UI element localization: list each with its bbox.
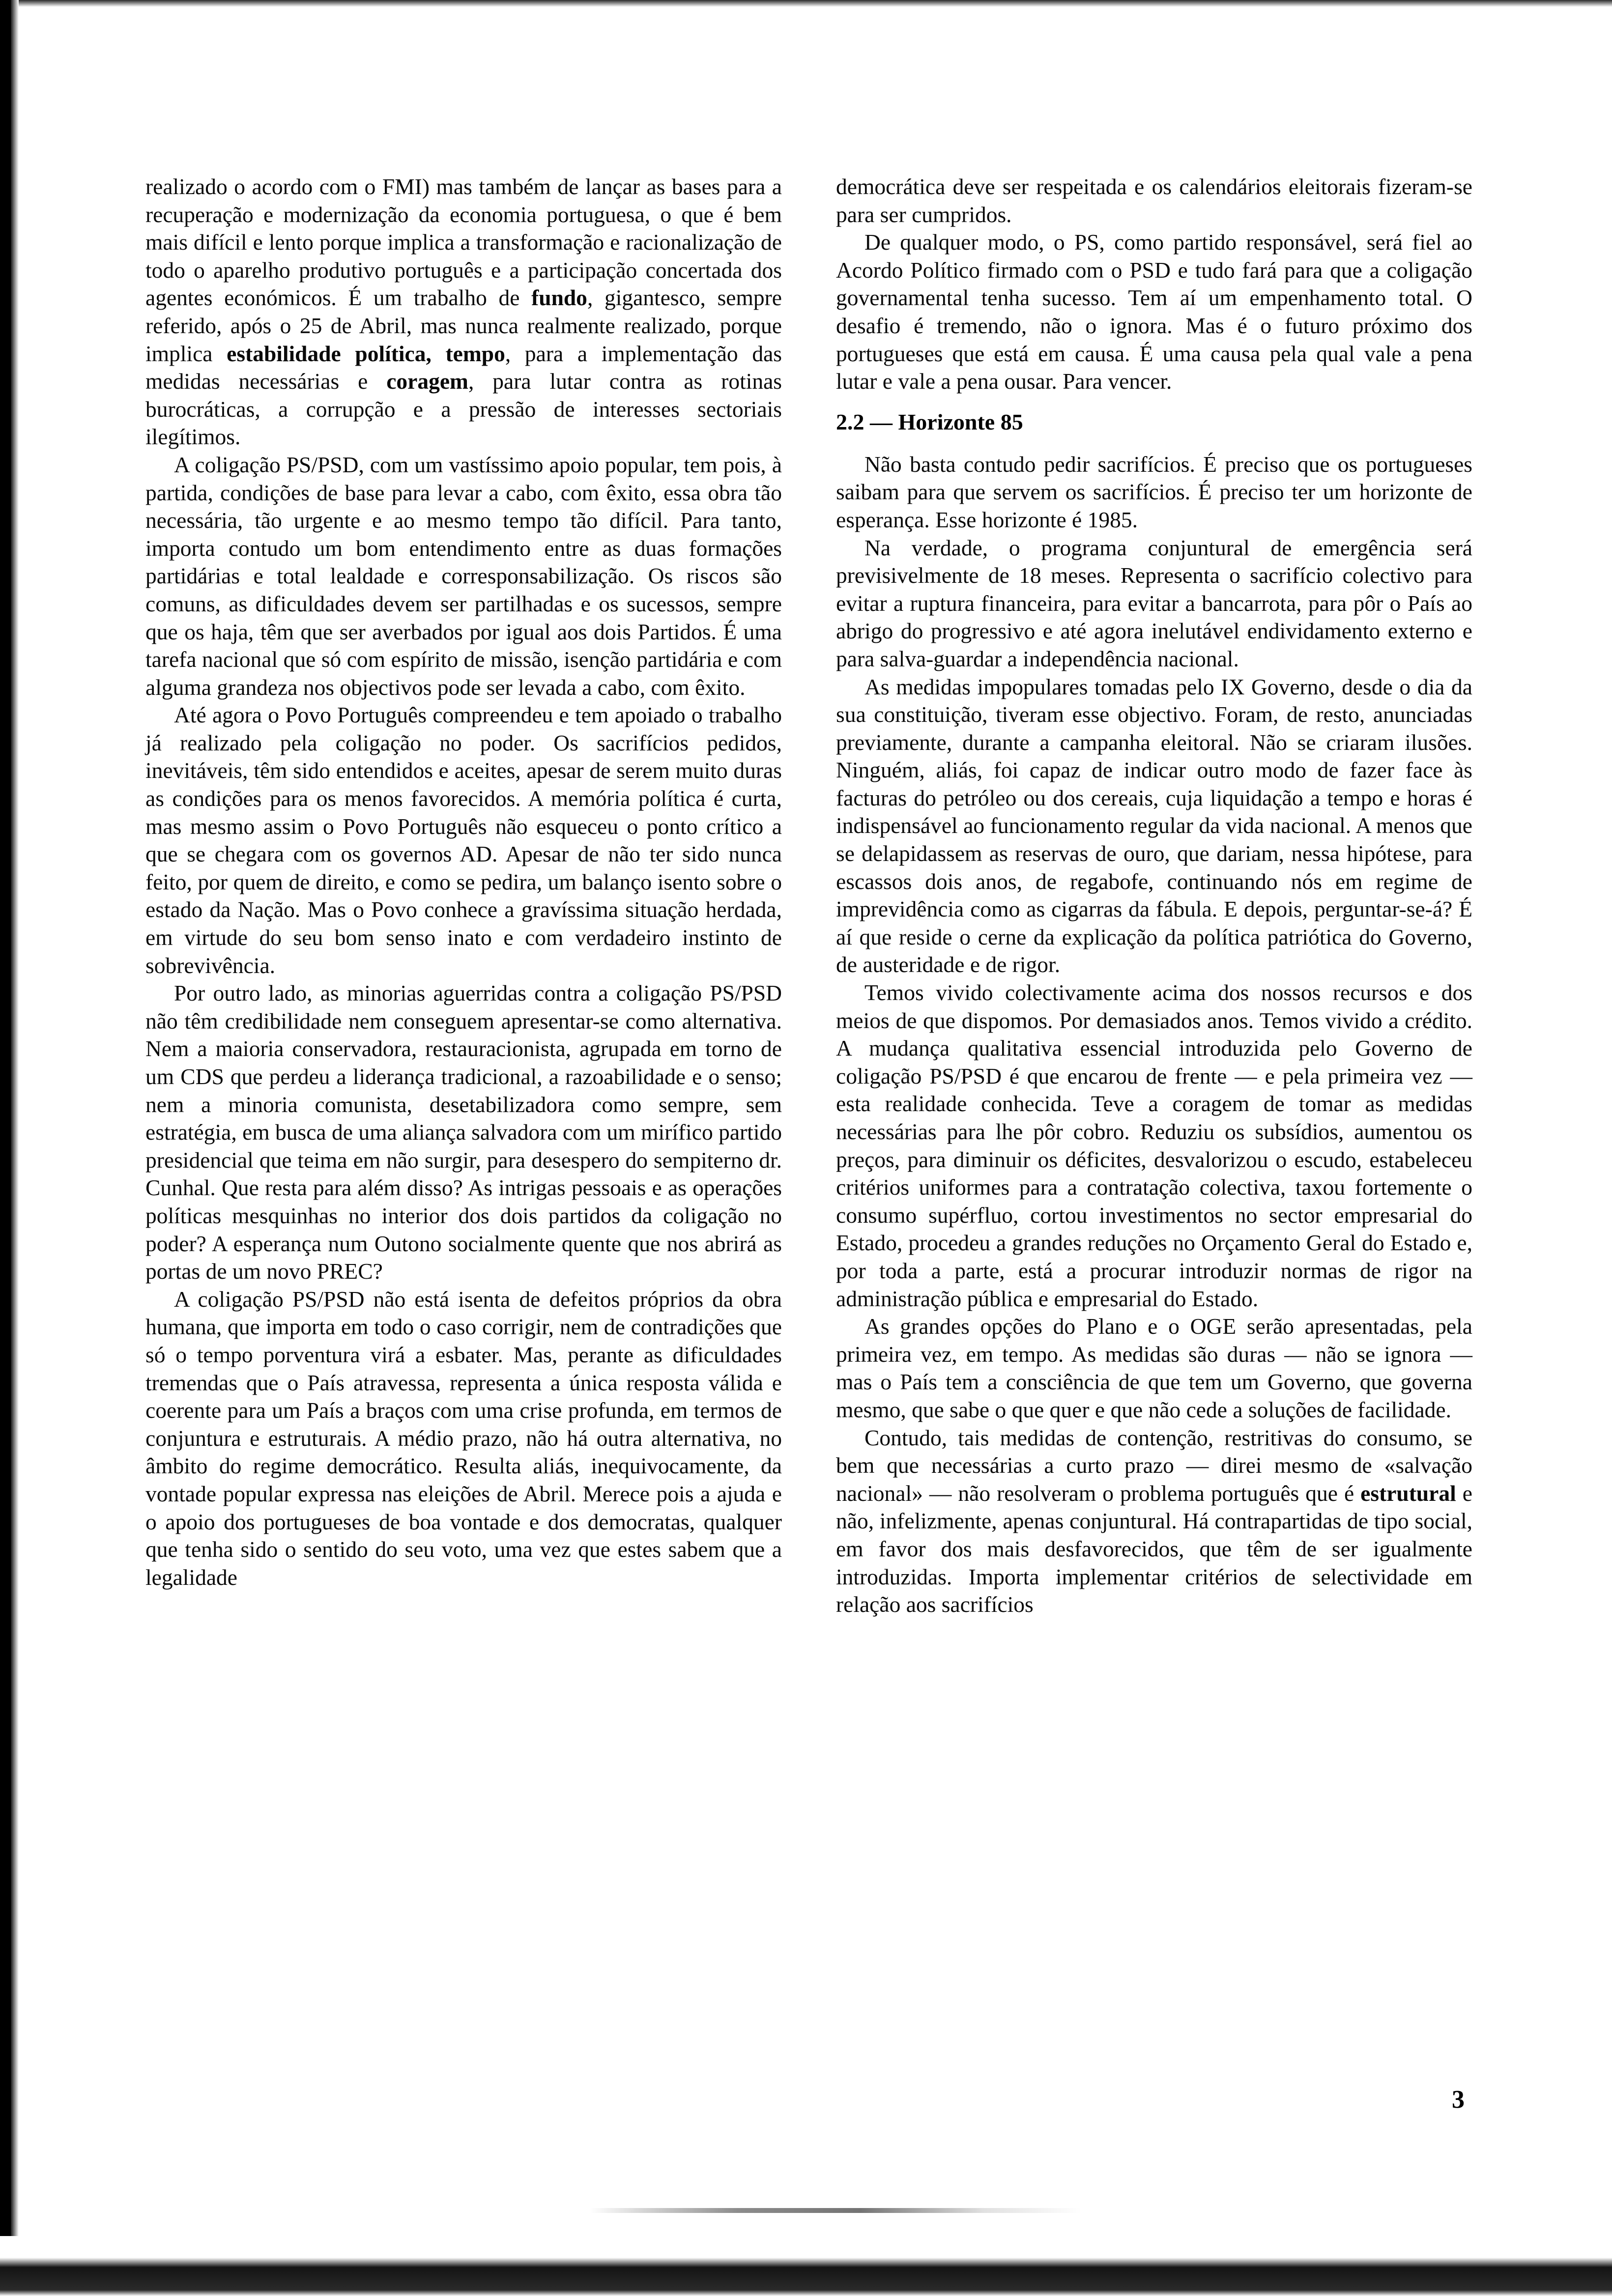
paragraph: Na verdade, o programa conjuntural de emergência será previsivelmente de 18 meses. Representa o sacrifício colectivo para evitar a ruptura financeira, para evitar a bancarrota, para pôr o País ao abrigo do progressivo e até agora inelutável endividamento externo e para salva-guardar a independência nacional. <box>836 535 1472 671</box>
paragraph: Contudo, tais medidas de contenção, restritivas do consumo, se bem que necessárias a curto prazo — direi mesmo de «salvação nacional» — não resolveram o problema português que é estrutural e não, infelizmente, apenas conjuntural. Há contrapartidas de tipo social, em favor dos mais desfavorecidos, que têm de ser igualmente introduzidas. Importa implementar critérios de selectividade em relação aos sacrifícios <box>836 1425 1472 1617</box>
paragraph: Até agora o Povo Português compreendeu e tem apoiado o trabalho já realizado pela coligação no poder. Os sacrifícios pedidos, inevitáveis, têm sido entendidos e aceites, apesar de serem muito duras as condições para os menos favorecidos. A memória política é curta, mas mesmo assim o Povo Português não esqueceu o ponto crítico a que se chegara com os governos AD. Apesar de não ter sido nunca feito, por quem de direito, e como se pedira, um balanço isento sobre o estado da Nação. Mas o Povo conhece a gravíssima situação herdada, em virtude do seu bom senso inato e com verdadeiro instinto de sobrevivência. <box>145 702 782 978</box>
emphasized-text: estrutural <box>1360 1480 1456 1506</box>
paragraph: realizado o acordo com o FMI) mas também de lançar as bases para a recuperação e modernização da economia portuguesa, o que é bem mais difícil e lento porque implica a transformação e racionalização de todo o aparelho produtivo português e a participação concertada dos agentes económicos. É um trabalho de fundo, gigantesco, sempre referido, após o 25 de Abril, mas nunca realmente realizado, porque implica estabilidade política, tempo, para a implementação das medidas necessárias e coragem, para lutar contra as rotinas burocráticas, a corrupção e a pressão de interesses sectoriais ilegítimos. <box>145 174 782 450</box>
paragraph: Temos vivido colectivamente acima dos nossos recursos e dos meios de que dispomos. Por demasiados anos. Temos vivido a crédito. A mudança qualitativa essencial introduzida pelo Governo de coligação PS/PSD é que encarou de frente — e pela primeira vez — esta realidade conhecida. Teve a coragem de tomar as medidas necessárias para lhe pôr cobro. Reduziu os subsídios, aumentou os preços, para diminuir os déficites, desvalorizou o escudo, estabeleceu critérios uniformes para a contratação colectiva, taxou fortemente o consumo supérfluo, cortou investimentos no sector empresarial do Estado, procedeu a grandes reduções no Orçamento Geral do Estado e, por toda a parte, está a procurar introduzir normas de rigor na administração pública e empresarial do Estado. <box>836 980 1472 1311</box>
paragraph: De qualquer modo, o PS, como partido responsável, será fiel ao Acordo Político firmado com o PSD e tudo fará para que a coligação governamental tenha sucesso. Tem aí um empenhamento total. O desafio é tremendo, não o ignora. Mas é o futuro próximo dos portugueses que está em causa. É uma causa pela qual vale a pena lutar e vale a pena ousar. Para vencer. <box>836 230 1472 394</box>
paragraph: Por outro lado, as minorias aguerridas contra a coligação PS/PSD não têm credibilidade nem conseguem apresentar-se como alternativa. Nem a maioria conservadora, restauracionista, agrupada em torno de um CDS que perdeu a liderança tradicional, a razoabilidade e o senso; nem a minoria comunista, desetabilizadora como sempre, sem estratégia, em busca de uma aliança salvadora com um mirífico partido presidencial que teima em não surgir, para desespero do sempiterno dr. Cunhal. Que resta para além disso? As intrigas pessoais e as operações políticas mesquinhas no interior dos dois partidos da coligação no poder? A esperança num Outono socialmente quente que nos abrirá as portas de um novo PREC? <box>145 980 782 1284</box>
scan-edge-bottom <box>0 2236 1612 2296</box>
paragraph: Não basta contudo pedir sacrifícios. É preciso que os portugueses saibam para que servem os sacrifícios. É preciso ter um horizonte de esperança. Esse horizonte é 1985. <box>836 451 1472 532</box>
paragraph: As grandes opções do Plano e o OGE serão apresentadas, pela primeira vez, em tempo. As medidas são duras — não se ignora — mas o País tem a consciência de que tem um Governo, que governa mesmo, que sabe o que quer e que não cede a soluções de facilidade. <box>836 1314 1472 1422</box>
paragraph: A coligação PS/PSD não está isenta de defeitos próprios da obra humana, que importa em todo o caso corrigir, nem de contradições que só o tempo porventura virá a esbater. Mas, perante as dificuldades tremendas que o País atravessa, representa a única resposta válida e coerente para um País a braços com uma crise profunda, em termos de conjuntura e estruturais. A médio prazo, não há outra alternativa, no âmbito do regime democrático. Resulta aliás, inequivocamente, da vontade popular expressa nas eleições de Abril. Merece pois a ajuda e o apoio dos portugueses de boa vontade e dos democratas, qualquer que tenha sido o sentido do seu voto, uma vez que estes sabem que a legalidade <box>145 1286 782 1590</box>
two-column-layout <box>145 173 1472 1619</box>
text-column-right <box>836 173 1472 1619</box>
emphasized-text: estabilidade política, tempo <box>227 341 505 366</box>
page-content <box>145 173 1472 1619</box>
page-number: 3 <box>1452 2086 1465 2114</box>
text-column-left <box>145 173 782 1619</box>
paragraph: democrática deve ser respeitada e os calendários eleitorais fizeram-se para ser cumpridos. <box>836 174 1472 227</box>
paragraph: A coligação PS/PSD, com um vastíssimo apoio popular, tem pois, à partida, condições de base para levar a cabo, com êxito, essa obra tão necessária, tão urgente e ao mesmo tempo tão difícil. Para tanto, importa contudo um bom entendimento entre as duas formações partidárias e total lealdade e corresponsabilização. Os riscos são comuns, as dificuldades devem ser partilhadas e os sucessos, sempre que os haja, têm que ser averbados por igual aos dois Partidos. É uma tarefa nacional que só com espírito de missão, isenção partidária e com alguma grandeza nos objectivos pode ser levada a cabo, com êxito. <box>145 452 782 700</box>
emphasized-text: coragem <box>386 369 468 394</box>
section-heading: 2.2 — Horizonte 85 <box>836 409 1023 434</box>
scan-artifact-smudge <box>590 2208 1081 2213</box>
scan-edge-top <box>0 0 1612 7</box>
scan-edge-left-gradient <box>11 0 19 2266</box>
emphasized-text: fundo <box>531 285 587 311</box>
paragraph: As medidas impopulares tomadas pelo IX Governo, desde o dia da sua constituição, tiveram esse objectivo. Foram, de resto, anunciadas previamente, durante a campanha eleitoral. Não se criaram ilusões. Ninguém, aliás, foi capaz de indicar outro modo de fazer face às facturas do petróleo ou dos cereais, cuja liquidação a tempo e horas é indispensável ao funcionamento regular da vida nacional. A menos que se delapidassem as reservas de ouro, que dariam, nessa hipótese, para escassos dois anos, de regabofe, continuando nós em regime de imprevidência como as cigarras da fábula. E depois, perguntar-se-á? É aí que reside o cerne da explicação da política patriótica do Governo, de austeridade e de rigor. <box>836 674 1472 977</box>
scan-edge-left <box>0 0 11 2266</box>
